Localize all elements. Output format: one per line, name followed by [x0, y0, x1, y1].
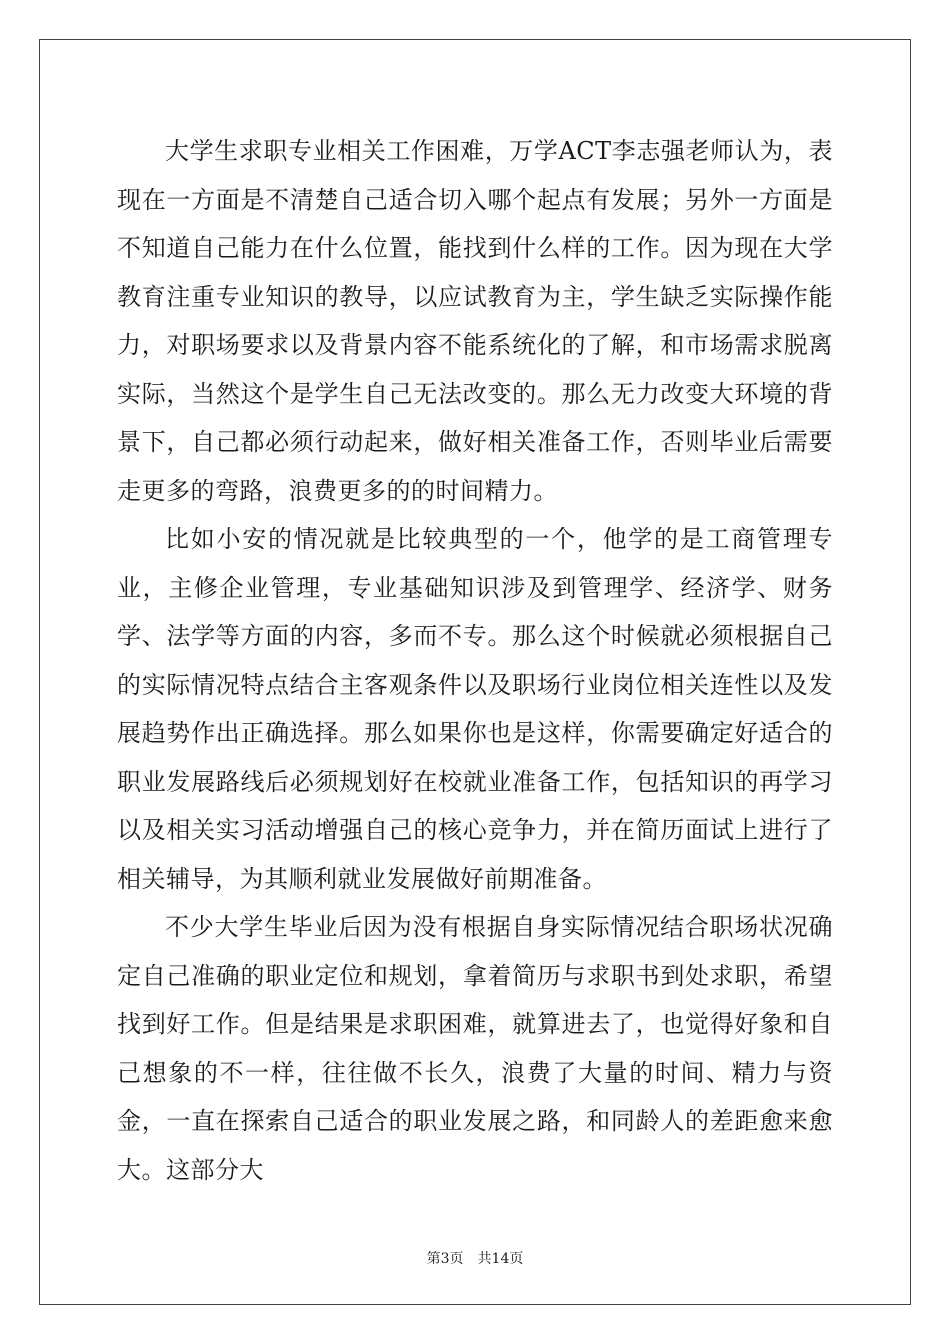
- page-footer: [0, 1248, 950, 1268]
- page-total: 共14页: [477, 1251, 524, 1267]
- document-body: [117, 127, 833, 1194]
- paragraph-2: 比如小安的情况就是比较典型的一个，他学的是工商管理专业，主修企业管理，专业基础知识涉及到管理学、经济学、财务学、法学等方面的内容，多而不专。那么这个时候就必须根据自己的实际情况特点结合主客观条件以及职场行业岗位相关连性以及发展趋势作出正确选择。那么如果你也是这样，你需要确定好适合的职业发展路线后必须规划好在校就业准备工作，包括知识的再学习以及相关实习活动增强自己的核心竞争力，并在简历面试上进行了相关辅导，为其顺利就业发展做好前期准备。: [117, 525, 833, 893]
- paragraph-3: 不少大学生毕业后因为没有根据自身实际情况结合职场状况确定自己准确的职业定位和规划，拿着简历与求职书到处求职，希望找到好工作。但是结果是求职困难，就算进去了，也觉得好象和自己想象的不一样，往往做不长久，浪费了大量的时间、精力与资金，一直在探索自己适合的职业发展之路，和同龄人的差距愈来愈大。这部分大: [117, 913, 833, 1184]
- page-number: 第3页: [426, 1251, 464, 1267]
- paragraph-1: 大学生求职专业相关工作困难，万学ACT李志强老师认为，表现在一方面是不清楚自己适合切入哪个起点有发展；另外一方面是不知道自己能力在什么位置，能找到什么样的工作。因为现在大学教育注重专业知识的教导，以应试教育为主，学生缺乏实际操作能力，对职场要求以及背景内容不能系统化的了解，和市场需求脱离实际，当然这个是学生自己无法改变的。那么无力改变大环境的背景下，自己都必须行动起来，做好相关准备工作，否则毕业后需要走更多的弯路，浪费更多的的时间精力。: [117, 137, 833, 505]
